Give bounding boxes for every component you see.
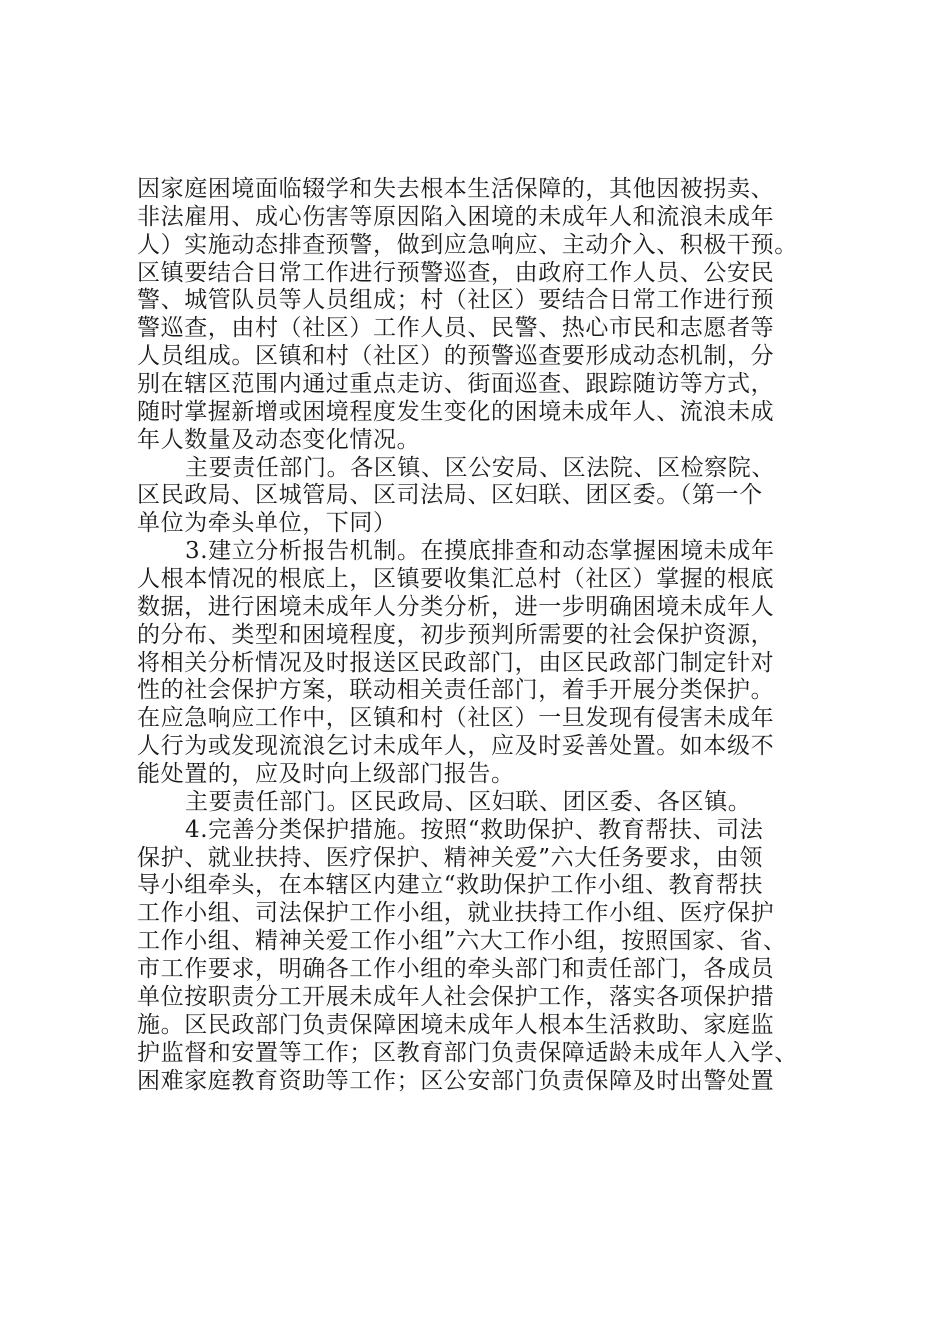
text-line: 困难家庭教育资助等工作；区公安部门负责保障及时出警处置 (137, 1067, 775, 1094)
text-line: 能处置的，应及时向上级部门报告。 (137, 761, 515, 788)
text-line: 在应急响应工作中，区镇和村（社区）一旦发现有侵害未成年 (137, 705, 775, 732)
text-line: 区镇要结合日常工作进行预警巡查，由政府工作人员、公安民 (137, 259, 775, 286)
text-line: 单位为牵头单位，下同） (137, 510, 397, 537)
text-line: 警、城管队员等人员组成；村（社区）要结合日常工作进行预 (137, 287, 775, 314)
text-line: 因家庭困境面临辍学和失去根本生活保障的，其他因被拐卖、 (137, 176, 775, 202)
text-line: 人员组成。区镇和村（社区）的预警巡查要形成动态机制，分 (137, 343, 775, 370)
text-line: 区民政局、区城管局、区司法局、区妇联、团区委。（第一个 (137, 482, 763, 509)
text-line: 工作小组、司法保护工作小组，就业扶持工作小组、医疗保护 (137, 900, 775, 927)
text-line: 数据，进行困境未成年人分类分析，进一步明确困境未成年人 (137, 593, 775, 620)
text-line: 护监督和安置等工作；区教育部门负责保障适龄未成年人入学、 (137, 1039, 798, 1066)
section-heading-3: 3.建立分析报告机制。在摸底排查和动态掌握困境未成年 (185, 538, 775, 565)
text-line: 随时掌握新增或困境程度发生变化的困境未成年人、流浪未成 (137, 398, 775, 425)
text-line: 将相关分析情况及时报送区民政部门，由区民政部门制定针对 (137, 649, 775, 676)
responsible-departments-line: 主要责任部门。区民政局、区妇联、团区委、各区镇。 (185, 788, 752, 815)
text-line: 施。区民政部门负责保障困境未成年人根本生活救助、家庭监 (137, 1011, 775, 1038)
text-line: 保护、就业扶持、医疗保护、精神关爱”六大任务要求，由领 (137, 844, 763, 871)
text-line: 人根本情况的根底上，区镇要收集汇总村（社区）掌握的根底 (137, 566, 775, 593)
document-page (137, 176, 837, 1095)
text-line: 工作小组、精神关爱工作小组”六大工作小组，按照国家、省、 (137, 928, 787, 955)
text-line: 别在辖区范围内通过重点走访、街面巡查、跟踪随访等方式， (137, 371, 775, 398)
section-heading-4: 4.完善分类保护措施。按照“救助保护、教育帮扶、司法 (185, 816, 764, 843)
text-line: 警巡查，由村（社区）工作人员、民警、热心市民和志愿者等 (137, 315, 775, 342)
text-line: 人）实施动态排查预警，做到应急响应、主动介入、积极干预。 (137, 231, 798, 258)
text-line: 非法雇用、成心伤害等原因陷入困境的未成年人和流浪未成年 (137, 203, 775, 230)
text-line: 单位按职责分工开展未成年人社会保护工作，落实各项保护措 (137, 983, 775, 1010)
text-line: 的分布、类型和困境程度，初步预判所需要的社会保护资源， (137, 621, 775, 648)
text-line: 导小组牵头，在本辖区内建立“救助保护工作小组、教育帮扶 (137, 872, 763, 899)
text-line: 性的社会保护方案，联动相关责任部门，着手开展分类保护。 (137, 677, 775, 704)
text-line: 人行为或发现流浪乞讨未成年人，应及时妥善处置。如本级不 (137, 733, 775, 760)
text-line: 年人数量及动态变化情况。 (137, 426, 421, 453)
responsible-departments-line: 主要责任部门。各区镇、区公安局、区法院、区检察院、 (185, 454, 775, 481)
text-line: 市工作要求，明确各工作小组的牵头部门和责任部门，各成员 (137, 956, 775, 983)
